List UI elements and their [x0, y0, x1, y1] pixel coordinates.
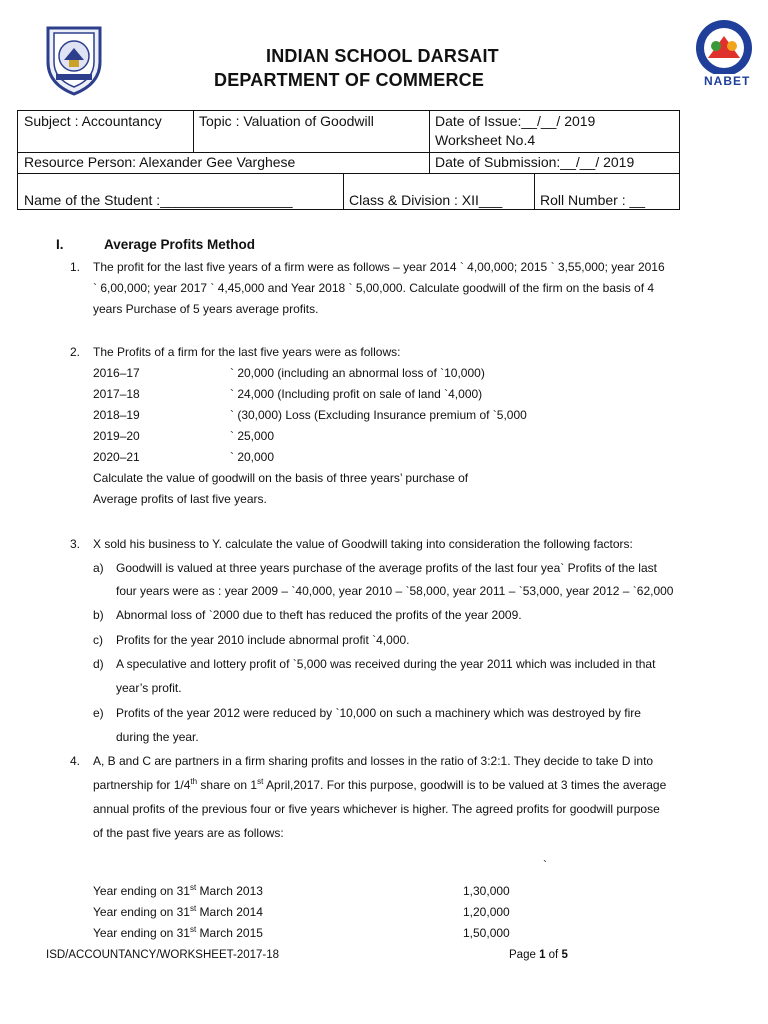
sub-item-label: e)	[93, 706, 104, 720]
profit-year: 2016–17	[93, 366, 140, 380]
resource-person-field: Resource Person: Alexander Gee Varghese	[24, 154, 296, 170]
section-title: Average Profits Method	[104, 237, 256, 252]
date-of-issue-field: Date of Issue:__/__/ 2019	[435, 113, 596, 129]
question-number: 2.	[70, 345, 81, 359]
nabet-quality-logo	[690, 18, 758, 90]
sub-item-line: A speculative and lottery profit of `5,000 was received during the year 2011 which was included in that	[116, 657, 656, 671]
sub-item-line: Abnormal loss of `2000 due to theft has reduced the profits of the year 2009.	[116, 608, 522, 622]
sub-item-line: four years were as : year 2009 – `40,000, year 2010 – `58,000, year 2011 – `53,000, year 2012 – `62,000	[116, 584, 674, 598]
department-title: DEPARTMENT OF COMMERCE	[214, 70, 485, 90]
student-name-field: Name of the Student :_________________	[24, 192, 293, 208]
profit-row-label: Year ending on 31st March 2013	[93, 883, 263, 898]
question-2-intro: The Profits of a firm for the last five years were as follows:	[93, 345, 401, 359]
sub-item-label: b)	[93, 608, 104, 622]
profit-year: 2019–20	[93, 429, 140, 443]
question-number: 4.	[70, 754, 81, 768]
sub-item-line: Profits of the year 2012 were reduced by `10,000 on such a machinery which was destroyed by fire	[116, 706, 641, 720]
date-of-submission-field: Date of Submission:__/__/ 2019	[435, 154, 635, 170]
roll-number-field: Roll Number : __	[540, 192, 646, 208]
topic-field: Topic : Valuation of Goodwill	[199, 113, 374, 129]
profit-year: 2017–18	[93, 387, 140, 401]
question-3-intro: X sold his business to Y. calculate the value of Goodwill taking into consideration the following factors:	[93, 537, 633, 551]
profit-row-label: Year ending on 31st March 2015	[93, 925, 263, 940]
worksheet-info-table	[17, 110, 680, 210]
sub-item-line: during the year.	[116, 730, 199, 744]
question-4-line: A, B and C are partners in a firm sharing profits and losses in the ratio of 3:2:1. They decide to take D into	[93, 754, 654, 768]
profit-row-amount: 1,50,000	[463, 926, 510, 940]
question-4-line: of the past five years are as follows:	[93, 826, 284, 840]
question-number: 3.	[70, 537, 81, 551]
profit-year: 2020–21	[93, 450, 140, 464]
section-numeral: I.	[56, 237, 64, 252]
sub-item-line: year’s profit.	[116, 681, 182, 695]
profit-value: ` 24,000 (Including profit on sale of land `4,000)	[230, 387, 483, 401]
sub-item-line: Goodwill is valued at three years purchase of the average profits of the last four yea` Profits of the last	[116, 561, 657, 575]
school-name: INDIAN SCHOOL DARSAIT	[266, 46, 499, 66]
subject-field: Subject : Accountancy	[24, 113, 162, 129]
profit-row-amount: 1,30,000	[463, 884, 510, 898]
question-1-line: years Purchase of 5 years average profits.	[93, 302, 319, 316]
school-crest-logo	[42, 22, 106, 96]
profit-value: ` 20,000 (including an abnormal loss of `10,000)	[230, 366, 485, 380]
question-2-closing: Average profits of last five years.	[93, 492, 267, 506]
question-2-closing: Calculate the value of goodwill on the basis of three years’ purchase of	[93, 471, 469, 485]
currency-mark: `	[543, 858, 547, 872]
question-4-line: partnership for 1/4th share on 1st April,2017. For this purpose, goodwill is to be valued at 3 times the average	[93, 777, 667, 792]
profit-row-amount: 1,20,000	[463, 905, 510, 919]
nabet-label: NABET	[704, 74, 751, 88]
sub-item-label: c)	[93, 633, 103, 647]
profit-value: ` 25,000	[230, 429, 275, 443]
question-number: 1.	[70, 260, 81, 274]
page-indicator: Page 1 of 5	[509, 949, 568, 961]
worksheet-number: Worksheet No.4	[435, 132, 536, 148]
sub-item-label: d)	[93, 657, 104, 671]
profit-value: ` (30,000) Loss (Excluding Insurance premium of `5,000	[230, 408, 527, 422]
question-1-line: ` 6,00,000; year 2017 ` 4,45,000 and Year 2018 ` 5,00,000. Calculate goodwill of the firm on the basis of 4	[93, 281, 655, 295]
sub-item-line: Profits for the year 2010 include abnormal profit `4,000.	[116, 633, 410, 647]
profit-row-label: Year ending on 31st March 2014	[93, 904, 263, 919]
sub-item-label: a)	[93, 561, 104, 575]
question-1-line: The profit for the last five years of a firm were as follows – year 2014 ` 4,00,000; 2015 ` 3,55,000; year 2016	[93, 260, 665, 274]
footer-code: ISD/ACCOUNTANCY/WORKSHEET-2017-18	[46, 949, 280, 961]
profit-value: ` 20,000	[230, 450, 275, 464]
class-division-field: Class & Division : XII___	[349, 192, 503, 208]
question-4-line: annual profits of the previous four or five years whichever is higher. The agreed profits for goodwill purpose	[93, 802, 660, 816]
profit-year: 2018–19	[93, 408, 140, 422]
